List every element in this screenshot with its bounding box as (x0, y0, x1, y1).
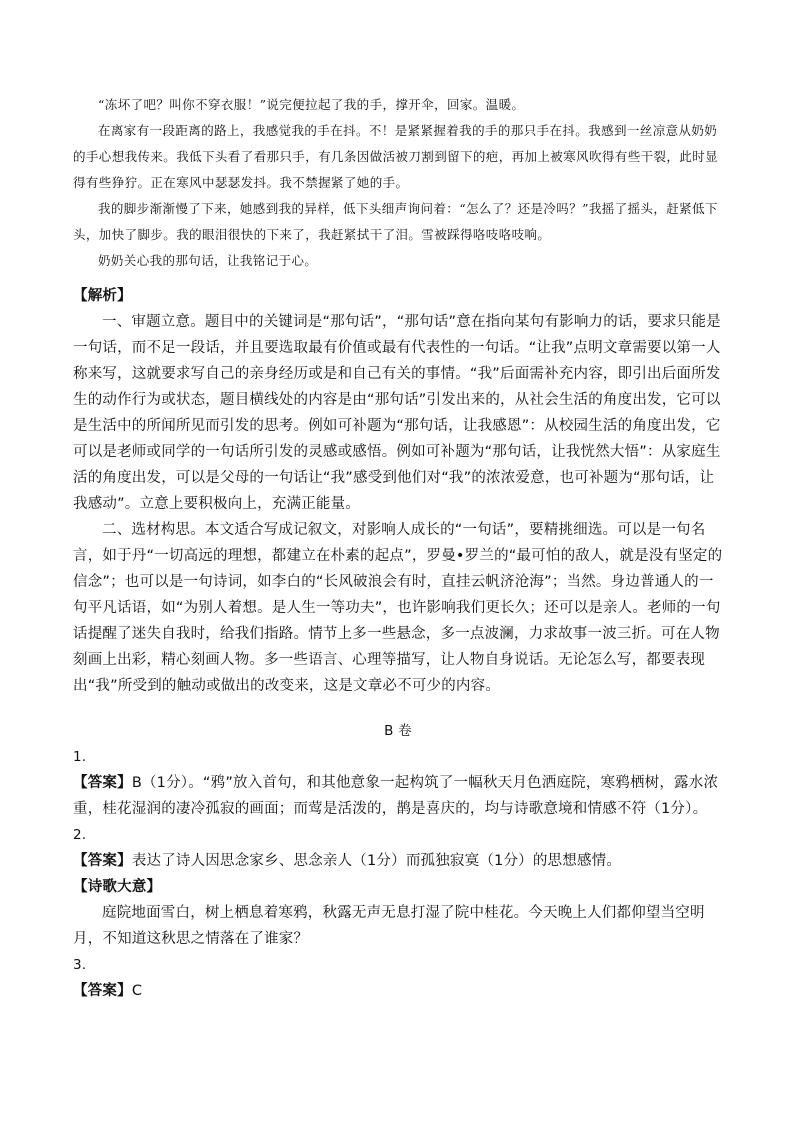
question-2-number: 2. (73, 827, 87, 843)
essay-paragraph-4: 奶奶关心我的那句话，让我铭记于心。 (98, 253, 318, 268)
analysis-heading: 【解析】 (73, 288, 132, 304)
analysis-paragraph-2: 二、选材构思。本文适合写成记叙文，对影响人成长的“一句话”，要精挑细选。可以是一句名言，如于丹“一切高远的理想，都建立在朴素的起点”，罗曼•罗兰的“最可怕的敌人，就是没有坚定的信念”；也可以是一句诗词，如李白的“长风破浪会有时，直挂云帆济沧海”；当然。身边普通人的一句平凡话语，如“为别人着想。是人生一等功夫”，也许影响我们更长久；还可以是亲人。老师的一句话提醒了迷失自我时，给我们指路。情节上多一些悬念，多一点波澜，力求故事一波三折。可在人物刻画上出彩，精心刻画人物。多一些语言、心理等描写，让人物自身说话。无论怎么写，都要表现出“我”所受到的触动或做出的改变来，这是文章必不可少的内容。 (73, 522, 723, 694)
answer-text: B（1分）。“鸦”放入首句，和其他意象一起构筑了一幅秋天月色洒庭院，寒鸦栖树，露水浓重，桂花湿润的凄冷孤寂的画面；而莺是活泼的，鹊是喜庆的，均与诗歌意境和情感不符（1分）。 (73, 775, 719, 817)
analysis-section (73, 283, 723, 699)
answer-text: C (131, 983, 143, 999)
section-b-title: B 卷 (384, 723, 412, 739)
answer-label: 【答案】 (73, 775, 132, 791)
essay-paragraph-2: 在离家有一段距离的路上，我感觉我的手在抖。不！是紧紧握着我的手的那只手在抖。我感到一丝凉意从奶奶的手心想我传来。我低下头看了看那只手，有几条因做活被刀割到留下的疤，再加上被寒风吹得有些干裂，此时显得有些狰狞。正在寒风中瑟瑟发抖。我不禁握紧了她的手。 (73, 123, 719, 190)
question-2-answer (73, 848, 723, 874)
question-1-answer (73, 770, 723, 822)
question-1-number: 1. (73, 749, 87, 765)
question-3-number: 3. (73, 957, 87, 973)
analysis-paragraph-1: 一、审题立意。题目中的关键词是“那句话”，“那句话”意在指向某句有影响力的话，要求只能是一句话，而不足一段话，并且要选取最有价值或最有代表性的一句话。“让我”点明文章需要以第一人称来写，这就要求写自己的亲身经历或是和自己有关的事情。“我”后面需补充内容，即引出后面所发生的动作行为或状态，题目横线处的内容是由“那句话”引发出来的，从社会生活的角度出发，它可以是生活中的所闻所见而引发的思考。例如可补题为“那句话，让我感恩”：从校园生活的角度出发，它可以是老师或同学的一句话所引发的灵感或感悟。例如可补题为“那句话，让我恍然大悟”：从家庭生活的角度出发，可以是父母的一句话让“我”感受到他们对“我”的浓浓爱意，也可补题为“那句话，让我感动”。立意上要积极向上，充满正能量。 (73, 314, 721, 512)
answer-label: 【答案】 (73, 983, 132, 999)
answer-label: 【答案】 (73, 853, 132, 869)
poem-meaning-heading: 【诗歌大意】 (73, 879, 162, 895)
section-b (73, 718, 723, 1004)
essay-paragraph-3: 我的脚步渐渐慢了下来，她感到我的异样，低下头细声询问着：“怎么了？还是冷吗？”我摇了摇头，赶紧低下头，加快了脚步。我的眼泪很快的下来了，我赶紧拭干了泪。雪被踩得咯吱咯吱响。 (73, 201, 718, 242)
essay-paragraph-1: “冻坏了吧？叫你不穿衣服！”说完便拉起了我的手，撑开伞，回家。温暖。 (98, 97, 525, 112)
essay-excerpt (73, 92, 723, 274)
poem-meaning-text: 庭院地面雪白，树上栖息着寒鸦，秋露无声无息打湿了院中桂花。今天晚上人们都仰望当空明月，不知道这秋思之情落在了谁家？ (73, 905, 705, 947)
question-3-answer (73, 978, 723, 1004)
answer-text: 表达了诗人因思念家乡、思念亲人（1分）而孤独寂寞（1分）的思想感情。 (131, 853, 622, 869)
